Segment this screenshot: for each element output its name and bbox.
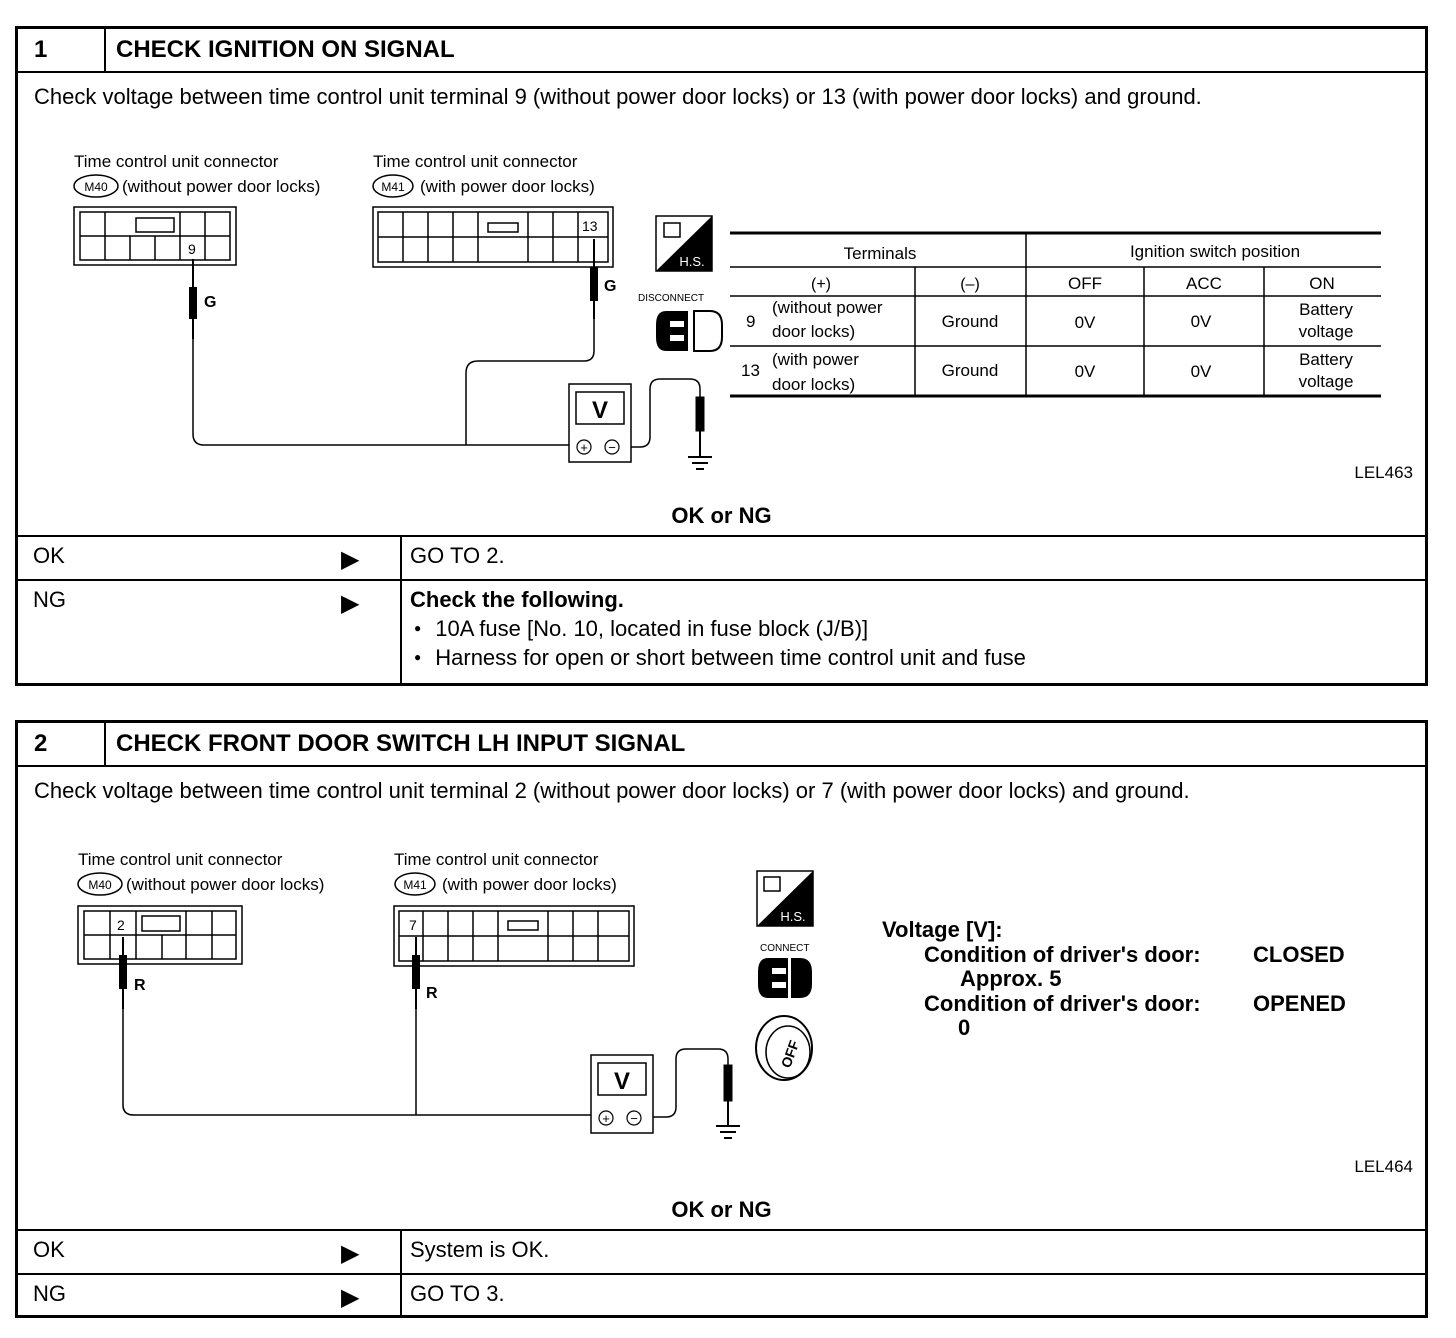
step-2-diagram xyxy=(18,833,1425,1173)
arrow-right-icon: ▶ xyxy=(341,590,360,617)
ng-label: NG xyxy=(33,1281,66,1306)
wire-color-b: G xyxy=(604,278,617,295)
connector-a-code-badge xyxy=(78,873,122,895)
ground-probe xyxy=(688,397,712,469)
svg-text:M40: M40 xyxy=(88,878,112,892)
arrow-right-icon: ▶ xyxy=(341,1240,360,1267)
list-item: ● 10A fuse [No. 10, located in fuse block (J/B)] xyxy=(410,616,1026,642)
harness-side-icon xyxy=(757,871,813,926)
svg-text:door locks): door locks) xyxy=(772,322,856,341)
connector-a-note: (without power door locks) xyxy=(122,177,321,196)
wire-color-a: G xyxy=(204,294,217,311)
connector-b-terminal: 7 xyxy=(409,917,417,933)
connector-a-label: Time control unit connector xyxy=(78,850,283,869)
condition-1-value: Approx. 5 xyxy=(960,966,1062,991)
connector-b-terminal: 13 xyxy=(582,218,598,234)
svg-text:V: V xyxy=(613,1068,631,1095)
condition-1-state: CLOSED xyxy=(1253,942,1345,967)
figure-id: LEL464 xyxy=(1354,1157,1413,1173)
svg-text:9: 9 xyxy=(746,312,756,331)
svg-text:+: + xyxy=(602,1111,610,1126)
step-2-header xyxy=(18,723,1425,767)
table-group-terminals: Terminals xyxy=(843,244,917,263)
step-title: CHECK FRONT DOOR SWITCH LH INPUT SIGNAL xyxy=(116,730,686,757)
ok-result: System is OK. xyxy=(410,1237,550,1262)
table-col-off: OFF xyxy=(1068,274,1102,293)
condition-2-value: 0 xyxy=(958,1015,971,1040)
connector-b-label: Time control unit connector xyxy=(373,152,578,171)
row-divider xyxy=(400,1275,402,1317)
svg-text:voltage: voltage xyxy=(1298,372,1354,391)
voltmeter xyxy=(591,1055,653,1133)
figure-id: LEL463 xyxy=(1354,463,1413,482)
table-col-on: ON xyxy=(1309,274,1335,293)
row-divider xyxy=(400,1231,402,1275)
step-instruction: Check voltage between time control unit terminal 2 (without power door locks) or 7 (with power door locks) and ground. xyxy=(34,778,1190,803)
connector-a-terminal: 2 xyxy=(117,917,125,933)
svg-text:−: − xyxy=(630,1111,638,1126)
condition-2-label: Condition of driver's door: xyxy=(924,991,1201,1016)
connector-b-diagram xyxy=(394,906,634,966)
svg-text:13: 13 xyxy=(741,361,760,380)
probe-a xyxy=(189,259,197,339)
row-divider xyxy=(400,581,402,685)
arrow-right-icon: ▶ xyxy=(341,1284,360,1311)
connector-b-code-badge xyxy=(395,873,435,895)
svg-text:Ground: Ground xyxy=(941,361,999,380)
disconnect-icon xyxy=(656,311,722,351)
connect-label: CONNECT xyxy=(760,943,810,954)
table-row xyxy=(746,298,1353,341)
svg-text:0V: 0V xyxy=(1074,362,1096,381)
table-col-plus: (+) xyxy=(811,276,831,293)
connector-b-diagram xyxy=(373,207,613,267)
ok-label: OK xyxy=(33,543,65,568)
svg-text:Battery: Battery xyxy=(1299,300,1353,319)
connect-icon xyxy=(758,958,812,998)
list-item: ● Harness for open or short between time control unit and fuse xyxy=(410,645,1026,671)
probe-a xyxy=(119,937,127,1009)
connector-a-label: Time control unit connector xyxy=(74,152,279,171)
step-2-block xyxy=(15,720,1428,1318)
ng-result xyxy=(410,587,1026,671)
svg-text:door locks): door locks) xyxy=(772,375,856,394)
svg-text:0V: 0V xyxy=(1190,362,1212,381)
voltage-title: Voltage [V]: xyxy=(882,917,1003,942)
ok-row xyxy=(18,1229,1425,1275)
ng-row xyxy=(18,1273,1425,1317)
table-col-acc: ACC xyxy=(1186,274,1222,293)
connector-a-diagram xyxy=(74,207,236,265)
harness-side-icon xyxy=(656,216,712,271)
connector-b-note: (with power door locks) xyxy=(442,875,617,894)
step-number: 1 xyxy=(18,29,106,71)
ng-result: GO TO 3. xyxy=(410,1281,505,1306)
connector-b-code-badge xyxy=(373,175,413,197)
wire-color-b: R xyxy=(426,985,438,1002)
step-title: CHECK IGNITION ON SIGNAL xyxy=(116,36,455,63)
probe-b xyxy=(412,937,420,1009)
svg-text:M41: M41 xyxy=(403,878,427,892)
disconnect-label: DISCONNECT xyxy=(638,293,705,304)
voltmeter xyxy=(569,384,631,462)
connector-b-label: Time control unit connector xyxy=(394,850,599,869)
svg-text:Ground: Ground xyxy=(941,312,999,331)
connector-a-note: (without power door locks) xyxy=(126,875,325,894)
wire-color-a: R xyxy=(134,977,146,994)
svg-text:M41: M41 xyxy=(381,180,405,194)
table-row xyxy=(741,350,1353,394)
probe-b xyxy=(590,239,598,319)
step-number: 2 xyxy=(18,723,106,765)
condition-2-state: OPENED xyxy=(1253,991,1346,1016)
svg-text:H.S.: H.S. xyxy=(780,909,806,924)
svg-text:(with power: (with power xyxy=(772,350,859,369)
svg-text:M40: M40 xyxy=(84,180,108,194)
svg-text:voltage: voltage xyxy=(1298,322,1354,341)
connector-a-diagram xyxy=(78,906,242,964)
table-group-ignition: Ignition switch position xyxy=(1129,242,1301,261)
step-1-block xyxy=(15,26,1428,686)
svg-text:Battery: Battery xyxy=(1299,350,1353,369)
connector-b-note: (with power door locks) xyxy=(420,177,595,196)
ng-result-title: Check the following. xyxy=(410,587,624,612)
svg-text:OFF: OFF xyxy=(777,1038,803,1070)
ok-or-ng-label: OK or NG xyxy=(671,1197,772,1222)
step-1-header xyxy=(18,29,1425,73)
row-divider xyxy=(400,537,402,581)
svg-text:−: − xyxy=(608,440,616,455)
condition-1-label: Condition of driver's door: xyxy=(924,942,1201,967)
step-instruction: Check voltage between time control unit terminal 9 (without power door locks) or 13 (with power door locks) and ground. xyxy=(34,84,1202,109)
ok-row xyxy=(18,535,1425,581)
ground-probe xyxy=(716,1065,740,1138)
arrow-right-icon: ▶ xyxy=(341,546,360,573)
connector-a-terminal: 9 xyxy=(188,241,196,257)
ok-or-ng-label: OK or NG xyxy=(671,503,772,528)
ok-label: OK xyxy=(33,1237,65,1262)
svg-text:V: V xyxy=(591,397,609,424)
svg-text:(without power: (without power xyxy=(772,298,883,317)
svg-text:0V: 0V xyxy=(1190,312,1212,331)
ng-label: NG xyxy=(33,587,66,612)
step-1-diagram xyxy=(18,139,1425,509)
ok-result: GO TO 2. xyxy=(410,543,505,568)
svg-text:+: + xyxy=(580,440,588,455)
table-col-minus: (–) xyxy=(960,276,980,293)
ignition-off-icon xyxy=(756,1016,812,1080)
svg-text:0V: 0V xyxy=(1074,313,1096,332)
connector-a-code-badge xyxy=(74,175,118,197)
svg-text:H.S.: H.S. xyxy=(679,254,705,269)
ng-row xyxy=(18,579,1425,685)
